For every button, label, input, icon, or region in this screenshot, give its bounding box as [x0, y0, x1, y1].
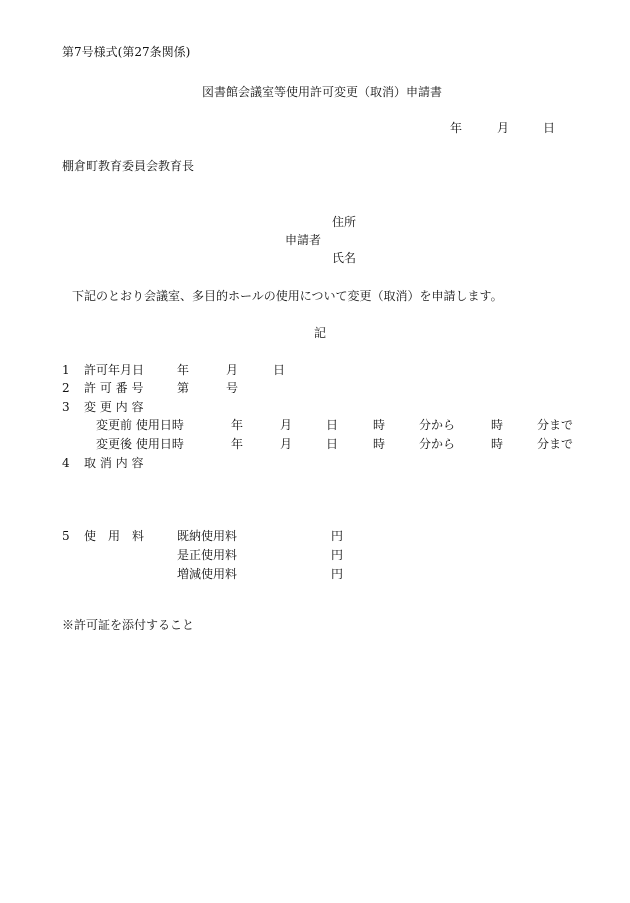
applicant-label: 申請者	[285, 233, 322, 247]
item-number-1: 1	[62, 363, 70, 377]
permit-date-label: 許可年月日	[84, 363, 145, 377]
item-number-5: 5	[62, 529, 70, 543]
permit-date-day: 日	[273, 363, 286, 377]
change-after-year: 年	[231, 437, 244, 451]
change-before-minute-to: 分まで	[537, 418, 574, 432]
change-before-label: 変更前 使用日時	[96, 418, 184, 432]
attachment-note: ※許可証を添付すること	[62, 618, 195, 632]
applicant-address-label: 住所	[332, 215, 357, 229]
applicant-name-label: 氏名	[332, 251, 357, 265]
change-after-label: 変更後 使用日時	[96, 437, 184, 451]
change-before-hour: 時	[373, 418, 386, 432]
addressee: 棚倉町教育委員会教育長	[62, 159, 195, 173]
permit-number-suffix: 号	[226, 381, 239, 395]
form-title: 図書館会議室等使用許可変更（取消）申請書	[202, 85, 443, 99]
fee-row-label: 是正使用料	[177, 548, 238, 562]
change-before-year: 年	[231, 418, 244, 432]
change-before-hour-end: 時	[491, 418, 504, 432]
fee-row-unit: 円	[331, 548, 344, 562]
item-number-3: 3	[62, 400, 70, 414]
change-after-minute-to: 分まで	[537, 437, 574, 451]
change-after-month: 月	[280, 437, 293, 451]
fee-row-label: 既納使用料	[177, 529, 238, 543]
permit-date-month: 月	[226, 363, 239, 377]
change-before-month: 月	[280, 418, 293, 432]
date-month-label: 月	[497, 121, 510, 135]
change-after-minute-from: 分から	[419, 437, 456, 451]
date-day-label: 日	[543, 121, 556, 135]
change-after-hour-end: 時	[491, 437, 504, 451]
fee-row-unit: 円	[331, 529, 344, 543]
permit-number-label: 許 可 番 号	[84, 381, 144, 395]
change-before-day: 日	[326, 418, 339, 432]
fee-row-label: 増減使用料	[177, 567, 238, 581]
usage-fee-label: 使 用 料	[84, 529, 145, 543]
form-number: 第7号様式(第27条関係)	[62, 45, 191, 59]
permit-number-prefix: 第	[177, 381, 190, 395]
change-after-hour: 時	[373, 437, 386, 451]
change-before-minute-from: 分から	[419, 418, 456, 432]
application-statement: 下記のとおり会議室、多目的ホールの使用について変更（取消）を申請します。	[72, 289, 503, 303]
item-number-4: 4	[62, 456, 70, 470]
date-year-label: 年	[450, 121, 463, 135]
item-number-2: 2	[62, 381, 70, 395]
change-details-label: 変 更 内 容	[84, 400, 144, 414]
change-after-day: 日	[326, 437, 339, 451]
permit-date-year: 年	[177, 363, 190, 377]
fee-row-unit: 円	[331, 567, 344, 581]
ki-heading: 記	[314, 326, 327, 340]
cancel-details-label: 取 消 内 容	[84, 456, 144, 470]
